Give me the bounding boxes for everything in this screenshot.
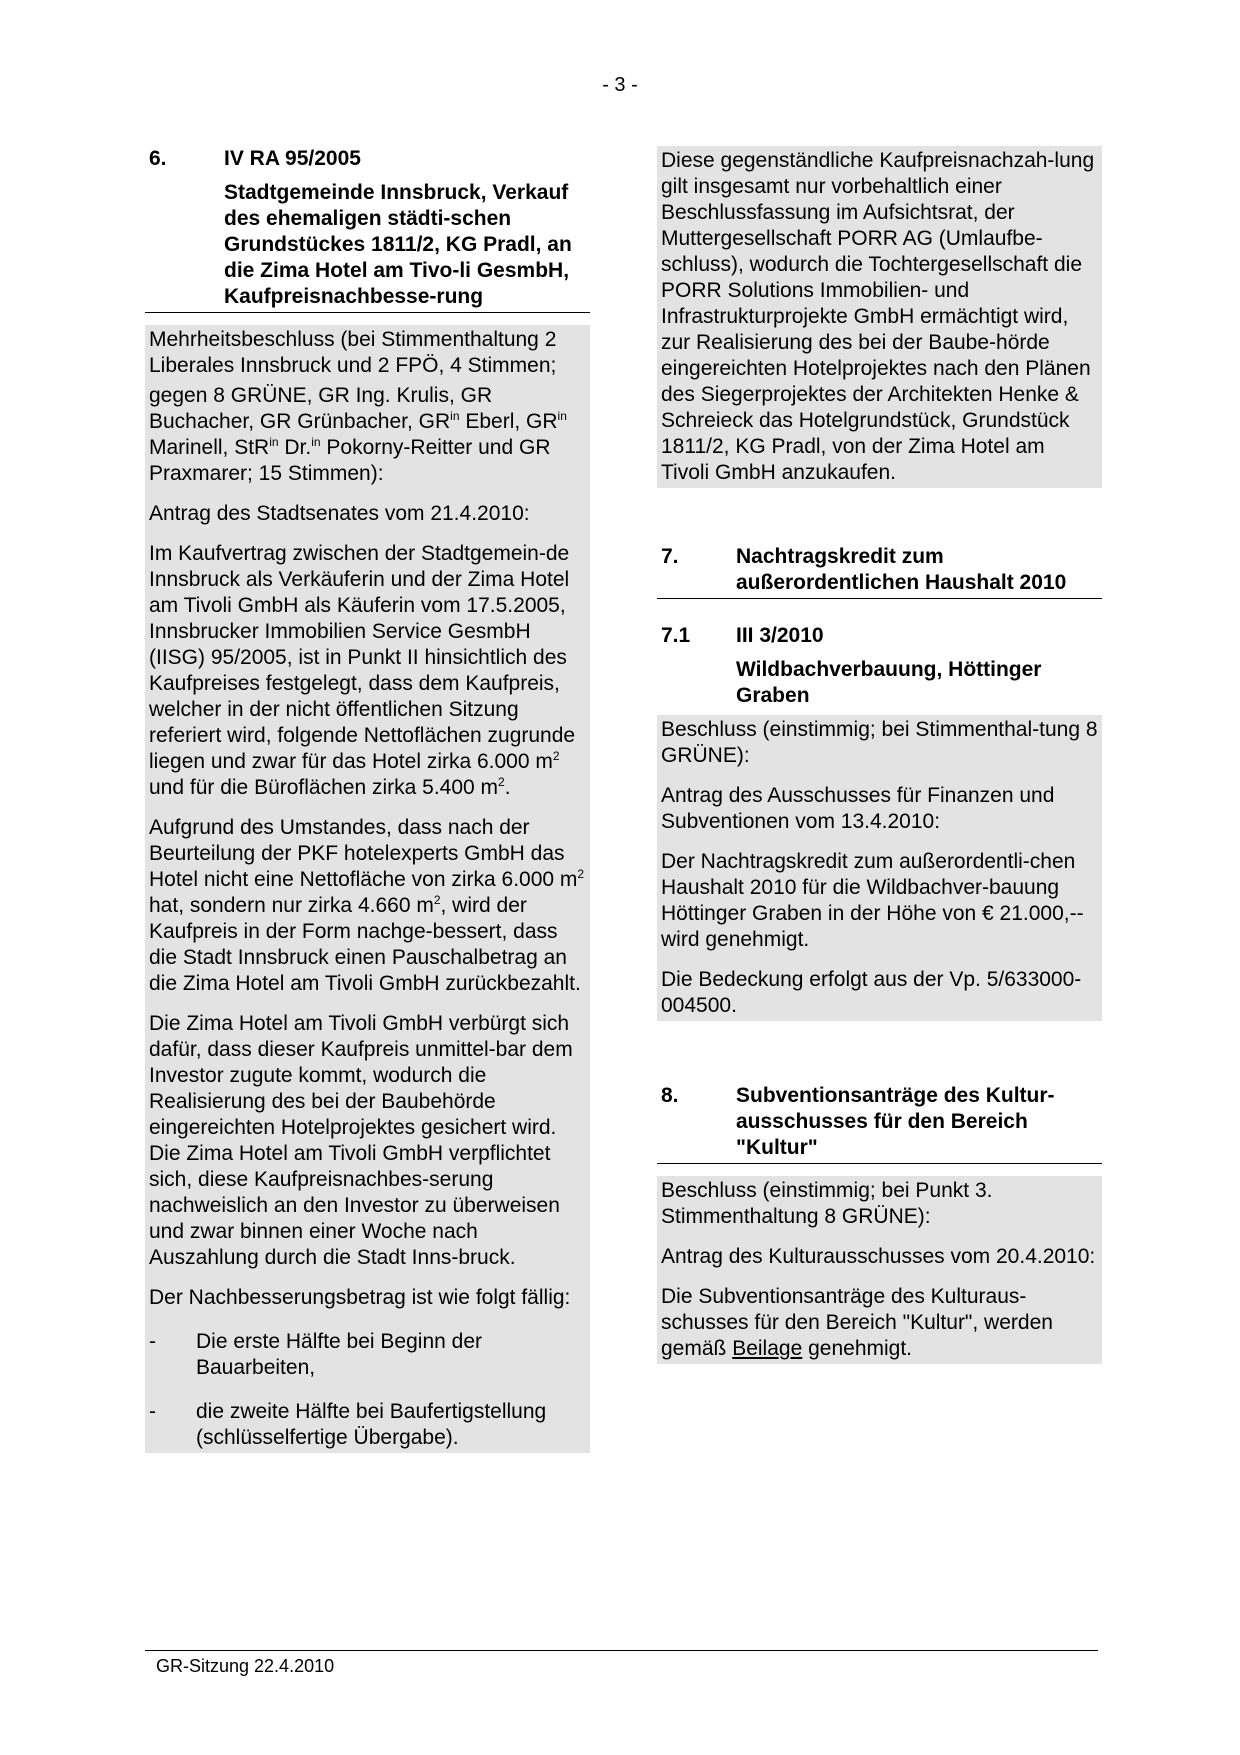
item-7-1-title: III 3/2010 <box>736 624 824 647</box>
footer-rule <box>145 1650 1098 1651</box>
paragraph-subventionsantraege: Die Subventionsanträge des Kulturaus-schusses für den Bereich "Kultur", werden gemäß Beilage genehmigt. <box>661 1285 1053 1360</box>
paragraph-faellig: Der Nachbesserungsbetrag ist wie folgt fällig: <box>149 1286 571 1309</box>
bullet-dash: - <box>149 1330 156 1353</box>
paragraph-aufgrund: Aufgrund des Umstandes, dass nach der Beurteilung der PKF hotelexperts GmbH das Hotel nicht eine Nettofläche von zirka 6.000 $m^2$ hat, sondern nur zirka 4.660 $m^2$, wird der Kaufpreis in der Form nachge-bessert, dass die Stadt Innsbruck einen Pauschalbetrag an die Zima Hotel am Tivoli GmbH zurückbezahlt. <box>149 816 585 995</box>
bullet-dash: - <box>149 1400 156 1423</box>
item-8-heading <box>657 1083 1102 1161</box>
item-8-number: 8. <box>661 1084 679 1107</box>
right-column <box>657 146 1102 1364</box>
paragraph: Beschluss (einstimmig; bei Stimmenthal-tung 8 GRÜNE): <box>661 718 1098 767</box>
paragraph: Der Nachtragskredit zum außerordentli-chen Haushalt 2010 für die Wildbachver-bauung Höttinger Graben in der Höhe von € 21.000,-- wird genehmigt. <box>661 850 1084 951</box>
paragraph: Beschluss (einstimmig; bei Punkt 3. Stimmenthaltung 8 GRÜNE): <box>661 1179 993 1228</box>
list-item <box>145 1327 590 1383</box>
item-6-body <box>145 325 590 1453</box>
item-7-1-body <box>657 715 1102 1021</box>
paragraph: Die Bedeckung erfolgt aus der Vp. 5/633000-004500. <box>661 968 1082 1017</box>
antrag-line: Antrag des Stadtsenates vom 21.4.2010: <box>149 502 530 525</box>
item-6-heading <box>145 146 590 172</box>
item-6-subtitle: Stadtgemeinde Innsbruck, Verkauf des ehemaligen städti-schen Grundstückes 1811/2, KG Pradl, an die Zima Hotel am Tivo-li GesmbH, Kaufpreisnachbesse-rung <box>224 181 572 308</box>
item-6-number: 6. <box>149 147 167 170</box>
beilage-link[interactable]: Beilage <box>732 1337 803 1360</box>
item-7-1-subtitle: Wildbachverbauung, Höttinger Graben <box>736 658 1042 707</box>
item-6-title: IV RA 95/2005 <box>224 147 361 170</box>
page-number: - 3 - <box>602 74 638 96</box>
vote-line-2: gegen 8 GRÜNE, GR Ing. Krulis, GR Buchacher, GR Grünbacher, $GR^{in}$ Eberl, $GR^{in}$ Marinell, StR$^{in}$ Dr.$^{in}$ Pokorny-Reitter und GR Praxmarer; 15 Stimmen): <box>149 384 567 485</box>
paragraph: Antrag des Ausschusses für Finanzen und Subventionen vom 13.4.2010: <box>661 784 1055 833</box>
paragraph-continuation: Diese gegenständliche Kaufpreisnachzah-lung gilt insgesamt nur vorbehaltlich einer Beschlussfassung im Aufsichtsrat, der Muttergesellschaft PORR AG (Umlaufbe-schluss), wodurch die Tochtergesellschaft die PORR Solutions Immobilien- und Infrastrukturprojekte GmbH ermächtigt wird, zur Realisierung des bei der Baube-hörde eingereichten Hotelprojektes nach den Plänen des Siegerprojektes der Architekten Henke & Schreieck das Hotelgrundstück, Grundstück 1811/2, KG Pradl, von der Zima Hotel am Tivoli GmbH anzukaufen. <box>661 149 1095 484</box>
paragraph-verbuergt: Die Zima Hotel am Tivoli GmbH verbürgt sich dafür, dass dieser Kaufpreis unmittel-bar dem Investor zugute kommt, wodurch die Realisierung des bei der Baubehörde eingereichten Hotelprojektes gesichert wird. Die Zima Hotel am Tivoli GmbH verpflichtet sich, diese Kaufpreisnachbes-serung nachweislich an den Investor zu überweisen und zwar binnen einer Woche nach Auszahlung durch die Stadt Inns-bruck. <box>149 1012 573 1269</box>
item-8-title: Subventionsanträge des Kultur-ausschusses für den Bereich "Kultur" <box>736 1084 1055 1159</box>
item-7-heading <box>657 544 1102 596</box>
item-7-rule <box>657 598 1102 599</box>
item-7-title: Nachtragskredit zum außerordentlichen Haushalt 2010 <box>736 545 1067 594</box>
paragraph: Antrag des Kulturausschusses vom 20.4.2010: <box>661 1245 1096 1268</box>
item-7-1-number: 7.1 <box>661 624 691 647</box>
continuation-block <box>657 146 1102 488</box>
paragraph-kaufvertrag: Im Kaufvertrag zwischen der Stadtgemein-de Innsbruck als Verkäuferin und der Zima Hotel am Tivoli GmbH als Käuferin vom 17.5.2005, Innsbrucker Immobilien Service GesmbH (IISG) 95/2005, ist in Punkt II hinsichtlich des Kaufpreises festgelegt, dass dem Kaufpreis, welcher in der nicht öffentlichen Sitzung referiert wird, folgende Nettoflächen zugrunde liegen und zwar für das Hotel zirka 6.000 $m^2$ und für die Büroflächen zirka 5.400 $m^2$. <box>149 542 576 799</box>
footer-text: GR-Sitzung 22.4.2010 <box>156 1656 335 1676</box>
item-8-body <box>657 1176 1102 1364</box>
list-item <box>145 1397 590 1453</box>
list-item-text: Die erste Hälfte bei Beginn der Bauarbeiten, <box>196 1330 482 1379</box>
left-column <box>145 146 590 1453</box>
vote-line-1: Mehrheitsbeschluss (bei Stimmenthaltung 2 Liberales Innsbruck und 2 FPÖ, 4 Stimmen; <box>149 328 557 377</box>
list-item-text: die zweite Hälfte bei Baufertigstellung (schlüsselfertige Übergabe). <box>196 1400 547 1449</box>
item-7-1-heading <box>657 623 1102 649</box>
item-8-rule <box>657 1163 1102 1164</box>
item-6-rule <box>145 312 590 313</box>
item-7-number: 7. <box>661 545 679 568</box>
